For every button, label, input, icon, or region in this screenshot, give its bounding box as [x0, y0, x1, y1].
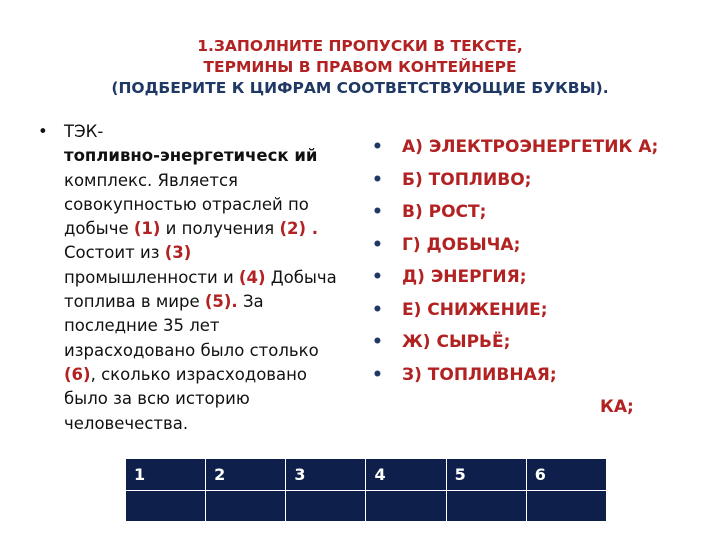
bullet-icon: •: [372, 267, 383, 287]
text-part-2: и получения: [160, 219, 280, 239]
option-item: [372, 134, 702, 160]
answer-table-header-row: [126, 459, 607, 491]
option-label: В) РОСТ;: [402, 202, 487, 222]
option-item: [372, 297, 702, 323]
blank-6: (6): [64, 364, 91, 384]
option-item: [372, 264, 702, 290]
text-part-7: , сколько израсходовано было за всю историю человечества.: [64, 364, 308, 433]
option-label: Ж) СЫРЬЁ;: [402, 332, 511, 352]
title-line-3: (ПОДБЕРИТЕ К ЦИФРАМ СООТВЕТСТВУЮЩИЕ БУКВЫ).: [111, 79, 609, 97]
option-item: [372, 232, 702, 258]
bullet-icon: •: [372, 364, 383, 385]
answer-table-input-row: [126, 490, 607, 522]
blank-5: (5).: [204, 292, 238, 312]
task-paragraph: [64, 120, 350, 436]
answer-cell-1[interactable]: [126, 490, 206, 522]
bullet-icon: •: [372, 234, 383, 255]
bullet-icon: •: [372, 332, 383, 352]
answer-cell-4[interactable]: [366, 490, 446, 522]
task-text: [38, 120, 350, 436]
option-item: [372, 394, 702, 420]
blank-4: (4): [238, 267, 266, 287]
answer-cell-5[interactable]: [446, 490, 526, 522]
title-line-2: ТЕРМИНЫ В ПРАВОМ КОНТЕЙНЕРЕ: [203, 58, 517, 76]
answer-header-cell: 2: [206, 459, 286, 491]
text-part-1: комплекс. Является совокупностью отраслей по добыче: [64, 170, 309, 239]
answer-cell-3[interactable]: [286, 490, 366, 522]
option-label: Г) ДОБЫЧА;: [402, 234, 521, 255]
answer-header-cell: 4: [366, 459, 446, 491]
bullet-icon: •: [372, 169, 383, 190]
option-item: [372, 199, 702, 225]
option-label: Д) ЭНЕРГИЯ;: [402, 267, 527, 287]
option-item: [372, 167, 702, 193]
answer-table: [125, 458, 607, 522]
text-part-6: За последние 35 лет израсходовано было столько: [64, 292, 319, 360]
abbr: ТЭК-: [64, 122, 104, 141]
term: топливно-энергетическ ий: [64, 146, 318, 166]
answer-cell-2[interactable]: [206, 490, 286, 522]
text-part-5: Добыча топлива в мире: [64, 267, 337, 312]
slide-title: [0, 36, 720, 99]
bullet-icon: •: [372, 202, 383, 222]
option-item: [372, 329, 702, 355]
answer-header-cell: 3: [286, 459, 366, 491]
bullet-icon: •: [38, 122, 48, 141]
option-item: [372, 362, 702, 388]
option-label: Е) СНИЖЕНИЕ;: [402, 299, 548, 320]
options-list: [372, 134, 702, 427]
answer-cell-6[interactable]: [526, 490, 606, 522]
answer-header-cell: 1: [126, 459, 206, 491]
option-label: Б) ТОПЛИВО;: [402, 169, 532, 190]
option-label: З) ТОПЛИВНАЯ;: [402, 364, 557, 385]
title-line-1: 1.ЗАПОЛНИТЕ ПРОПУСКИ В ТЕКСТЕ,: [197, 37, 523, 55]
option-label: КА;: [600, 397, 634, 417]
blank-2: (2) .: [279, 219, 319, 239]
bullet-icon: •: [372, 299, 383, 320]
answer-header-cell: 6: [526, 459, 606, 491]
text-part-3: Состоит из: [64, 243, 165, 263]
answer-header-cell: 5: [446, 459, 526, 491]
option-label: А) ЭЛЕКТРОЭНЕРГЕТИК А;: [402, 137, 659, 157]
bullet-icon: •: [372, 137, 383, 157]
blank-3: (3): [164, 243, 192, 263]
text-part-4: промышленности и: [64, 267, 239, 287]
blank-1: (1): [133, 219, 161, 239]
